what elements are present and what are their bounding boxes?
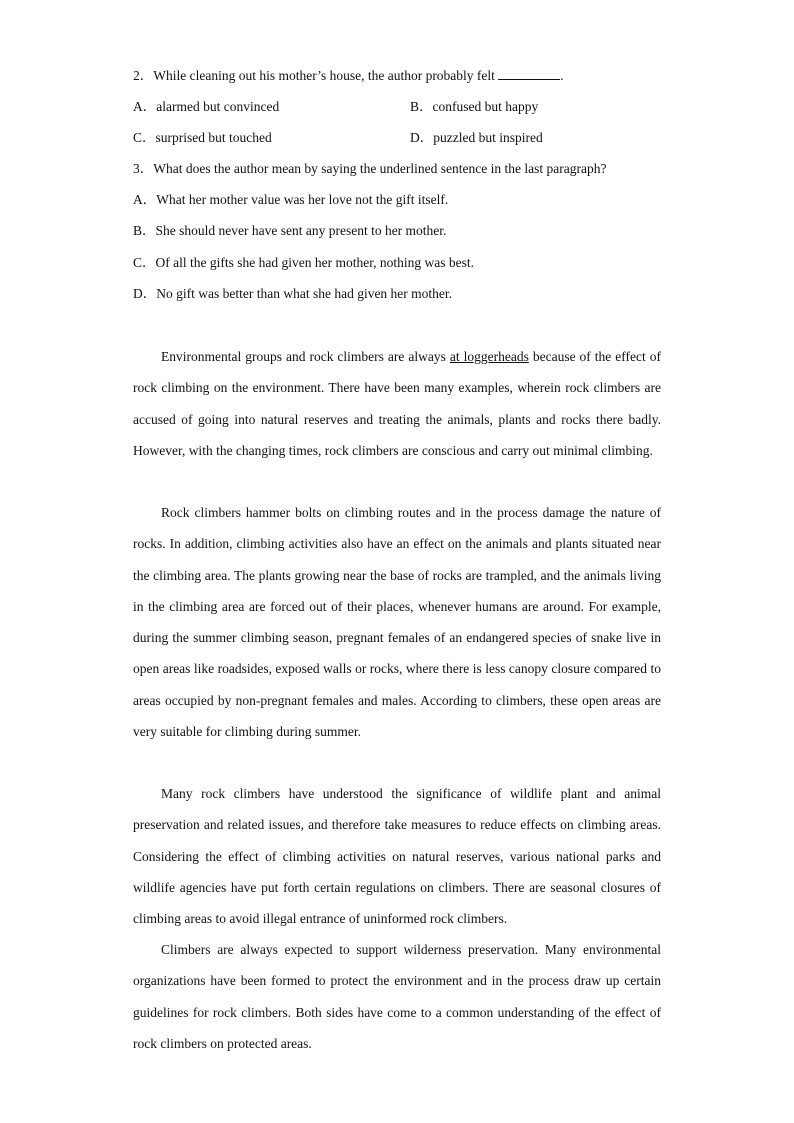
- question-2-stem: [133, 67, 564, 85]
- question-2-option-b: B．confused but happy: [410, 99, 539, 114]
- question-2-text: 2．While cleaning out his mother’s house, the author probably felt: [133, 68, 499, 83]
- passage-paragraph-4: Climbers are always expected to support wilderness preservation. Many environmental organizations have been formed to protect the environment and in the process draw up certain guidelines for rock climbers. Both sides have come to a common understanding of the effect of rock climbers on protected areas.: [133, 942, 661, 1051]
- question-3-option-a: A．What her mother value was her love not the gift itself.: [133, 192, 449, 207]
- passage-paragraph-3: Many rock climbers have understood the significance of wildlife plant and animal preservation and related issues, and therefore take measures to reduce effects on climbing areas. Considering the effect of climbing activities on natural reserves, various national parks and wildlife agencies have put forth certain regulations on climbers. There are seasonal closures of climbing areas to avoid illegal entrance of uninformed rock climbers.: [133, 786, 661, 927]
- question-3-option-b: B．She should never have sent any present to her mother.: [133, 223, 447, 238]
- question-2-option-d: D．puzzled but inspired: [410, 130, 543, 145]
- question-3-stem: 3．What does the author mean by saying the underlined sentence in the last paragraph?: [133, 161, 607, 176]
- question-3-option-c: C．Of all the gifts she had given her mother, nothing was best.: [133, 255, 475, 270]
- question-3-option-d: D．No gift was better than what she had given her mother.: [133, 286, 453, 301]
- underlined-phrase: at loggerheads: [449, 349, 529, 364]
- question-2-option-a: A．alarmed but convinced: [133, 99, 280, 114]
- question-2-end: .: [560, 68, 564, 83]
- passage-paragraph-2: Rock climbers hammer bolts on climbing routes and in the process damage the nature of rocks. In addition, climbing activities also have an effect on the animals and plants situated near the climbing area. The plants growing near the base of rocks are trampled, and the animals living in the climbing area are forced out of their places, whenever humans are around. For example, during the summer climbing season, pregnant females of an endangered species of snake live in open areas like roadsides, exposed walls or rocks, where there is less canopy closure compared to areas occupied by non-pregnant females and males. According to climbers, these open areas are very suitable for climbing during summer.: [133, 505, 661, 740]
- question-2-option-c: C．surprised but touched: [133, 130, 272, 145]
- answer-blank: [498, 67, 560, 80]
- paragraph-1-rest: because of the effect of rock climbing on the environment. There have been many examples, wherein rock climbers are accused of going into natural reserves and treating the animals, plants and rocks there badly. However, with the changing times, rock climbers are conscious and carry out minimal climbing.: [133, 349, 661, 458]
- paragraph-1-start: Environmental groups and rock climbers are always: [161, 349, 450, 364]
- passage-paragraph-1: [133, 341, 661, 466]
